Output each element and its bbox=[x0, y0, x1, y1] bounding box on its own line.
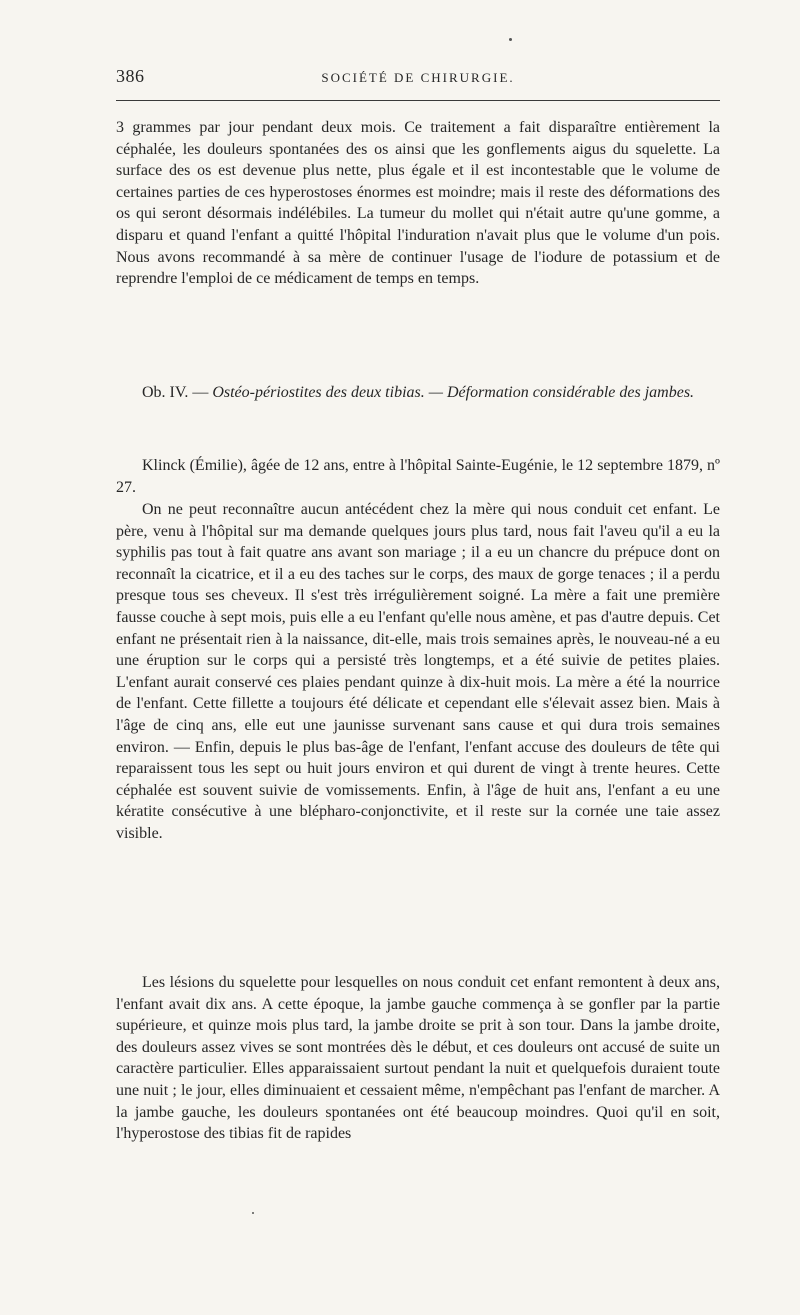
page-number: 386 bbox=[116, 66, 145, 86]
running-head-title: SOCIÉTÉ DE CHIRURGIE. bbox=[321, 70, 515, 85]
print-speck bbox=[509, 38, 512, 41]
observation-heading bbox=[116, 382, 720, 404]
running-head bbox=[116, 66, 720, 90]
paragraph-patient-entry: Klinck (Émilie), âgée de 12 ans, entre à l'hôpital Sainte-Eugénie, le 12 septembre 1879, nº 27. bbox=[116, 457, 720, 496]
observation-label: Ob. IV. bbox=[141, 384, 189, 401]
observation-title: Ostéo-périostites des deux tibias. — Déformation considérable des jambes. bbox=[212, 384, 695, 401]
paragraph-antecedents: On ne peut reconnaître aucun antécédent chez la mère qui nous conduit cet enfant. Le père, venu à l'hôpital sur ma demande quelques jours plus tard, nous fait l'aveu qu'il a eu la syphilis pas tout à fait quatre ans avant son mariage ; il a eu un chancre du prépuce dont on reconnaît la cicatrice, et il a eu des taches sur le corps, des maux de gorge tenaces ; il a perdu presque tous ses cheveux. Il s'est très irrégulièrement soigné. La mère a fait une première fausse couche à sept mois, puis elle a eu l'enfant qu'elle nous amène, et pas d'autre depuis. Cet enfant ne présentait rien à la naissance, dit-elle, mais trois semaines après, le nouveau-né a eu une éruption sur le corps qui a persisté très longtemps, et a été suivie de petites plaies. L'enfant aurait conservé ces plaies pendant quinze à dix-huit mois. La mère a été la nourrice de l'enfant. Cette fillette a toujours été délicate et cependant elle s'élevait assez bien. Mais à l'âge de cinq ans, elle eut une jaunisse survenant sans cause et qui dura trois semaines environ. — Enfin, depuis le plus bas-âge de l'enfant, l'enfant accuse des douleurs de tête qui reparaissent tous les sept ou huit jours environ et qui durent de vingt à trente heures. Cette céphalée est souvent suivie de vomissements. Enfin, à l'âge de huit ans, l'enfant a eu une kératite consécutive à une blépharo-conjonctivite, et il reste sur la cornée une taie assez visible. bbox=[116, 501, 720, 842]
paragraph-treatment-result: 3 grammes par jour pendant deux mois. Ce traitement a fait disparaître entièrement la céphalée, les douleurs spontanées des os ainsi que les gonflements aigus du squelette. La surface des os est devenue plus nette, plus égale et il est incontestable que le volume de certaines parties de ces hyperostoses énormes est moindre; mais il reste des déformations des os qui seront désormais indélébiles. La tumeur du mollet qui n'était autre qu'une gomme, a disparu et quand l'enfant a quitté l'hôpital l'induration n'avait plus que le volume d'un pois. Nous avons recommandé à sa mère de continuer l'usage de l'iodure de potassium et de reprendre l'emploi de ce médicament de temps en temps. bbox=[116, 119, 720, 288]
header-rule bbox=[116, 100, 720, 101]
heading-dash: — bbox=[188, 384, 213, 401]
paragraph-skeletal-lesions: Les lésions du squelette pour lesquelles on nous conduit cet enfant remontent à deux ans, l'enfant avait dix ans. A cette époque, la jambe gauche commença à se gonfler par la partie supérieure, et quinze mois plus tard, la jambe droite se prit à son tour. Dans la jambe droite, des douleurs assez vives se sont montrées dès le début, et ces douleurs ont accusé de suite un caractère particulier. Elles apparaissaient surtout pendant la nuit et quelquefois duraient toute une nuit ; le jour, elles diminuaient et cessaient même, n'empêchant pas l'enfant de marcher. A la jambe gauche, les douleurs spontanées ont été beaucoup moindres. Quoi qu'il en soit, l'hyperostose des tibias fit de rapides bbox=[116, 974, 720, 1143]
print-speck bbox=[252, 1212, 254, 1214]
